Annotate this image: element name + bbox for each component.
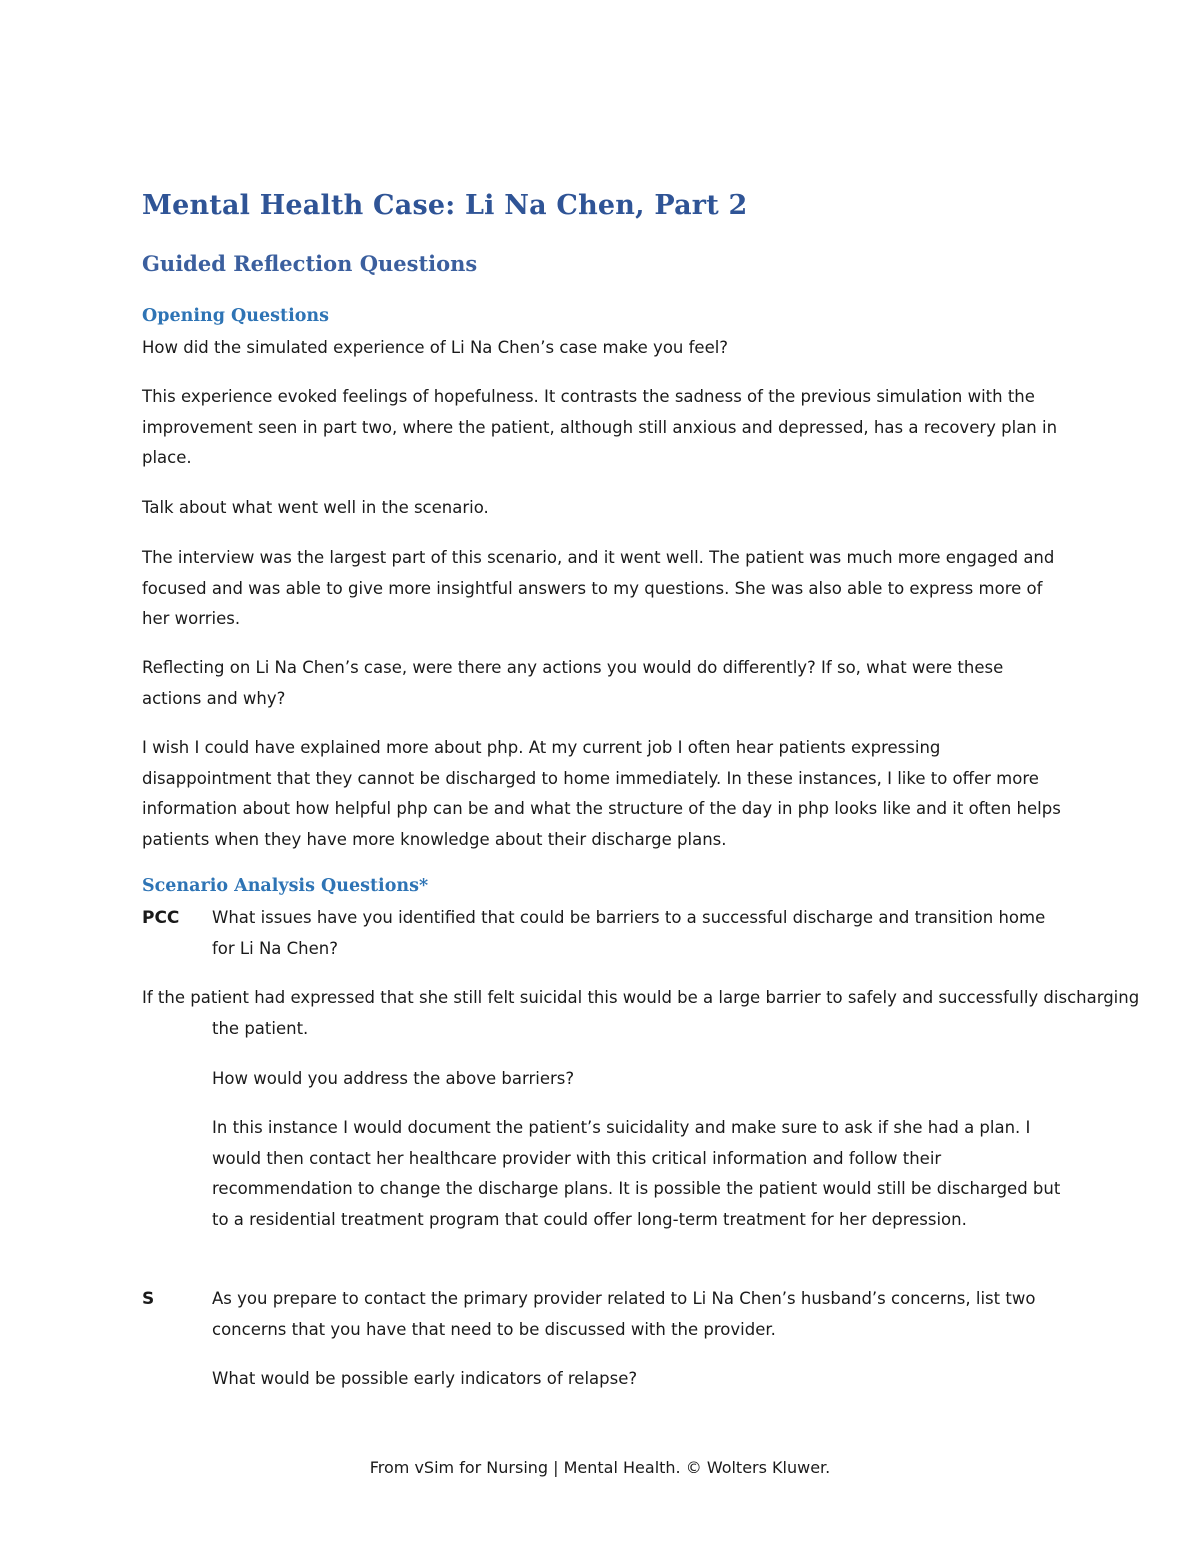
opening-question-1: How did the simulated experience of Li Na Chen’s case make you feel? (142, 338, 729, 357)
pcc-label: PCC (142, 908, 180, 928)
opening-questions-heading: Opening Questions (142, 306, 329, 326)
pcc-question-2: How would you address the above barriers? (212, 1069, 575, 1088)
opening-question-3: Reflecting on Li Na Chen’s case, were there any actions you would do differently? If so, what were these actions and why? (142, 658, 1004, 708)
pcc-question-1: What issues have you identified that could be barriers to a successful discharge and transition home for Li Na Chen? (212, 908, 1046, 958)
pcc-answer-2: In this instance I would document the patient’s suicidality and make sure to ask if she had a plan. I would then contact her healthcare provider with this critical information and follow their recommendation to change the discharge plans. It is possible the patient would still be discharged but to a residential treatment program that could offer long-term treatment for her depression. (212, 1118, 1061, 1229)
page-subtitle: Guided Reflection Questions (142, 251, 478, 276)
scenario-analysis-heading: Scenario Analysis Questions* (142, 876, 429, 896)
page-title: Mental Health Case: Li Na Chen, Part 2 (142, 190, 748, 221)
s-label: S (142, 1289, 155, 1309)
s-question-1: As you prepare to contact the primary provider related to Li Na Chen’s husband’s concerns, list two concerns that you have that need to be discussed with the provider. (212, 1289, 1036, 1339)
opening-question-2: Talk about what went well in the scenario. (142, 498, 489, 517)
s-question-2: What would be possible early indicators of relapse? (212, 1369, 638, 1388)
opening-answer-2: The interview was the largest part of this scenario, and it went well. The patient was much more engaged and focused and was able to give more insightful answers to my questions. She was also able to express more of her worries. (142, 548, 1055, 628)
opening-answer-3: I wish I could have explained more about php. At my current job I often hear patients expressing disappointment that they cannot be discharged to home immediately. In these instances, I like to offer more information about how helpful php can be and what the structure of the day in php looks like and it often helps patients when they have more knowledge about their discharge plans. (142, 738, 1061, 849)
opening-answer-1: This experience evoked feelings of hopefulness. It contrasts the sadness of the previous simulation with the improvement seen in part two, where the patient, although still anxious and depressed, has a recovery plan in place. (142, 387, 1058, 467)
pcc-answer-1: If the patient had expressed that she still felt suicidal this would be a large barrier to safely and successfully discharging the patient. (142, 988, 1140, 1038)
page-footer: From vSim for Nursing | Mental Health. © Wolters Kluwer. (369, 1458, 831, 1477)
